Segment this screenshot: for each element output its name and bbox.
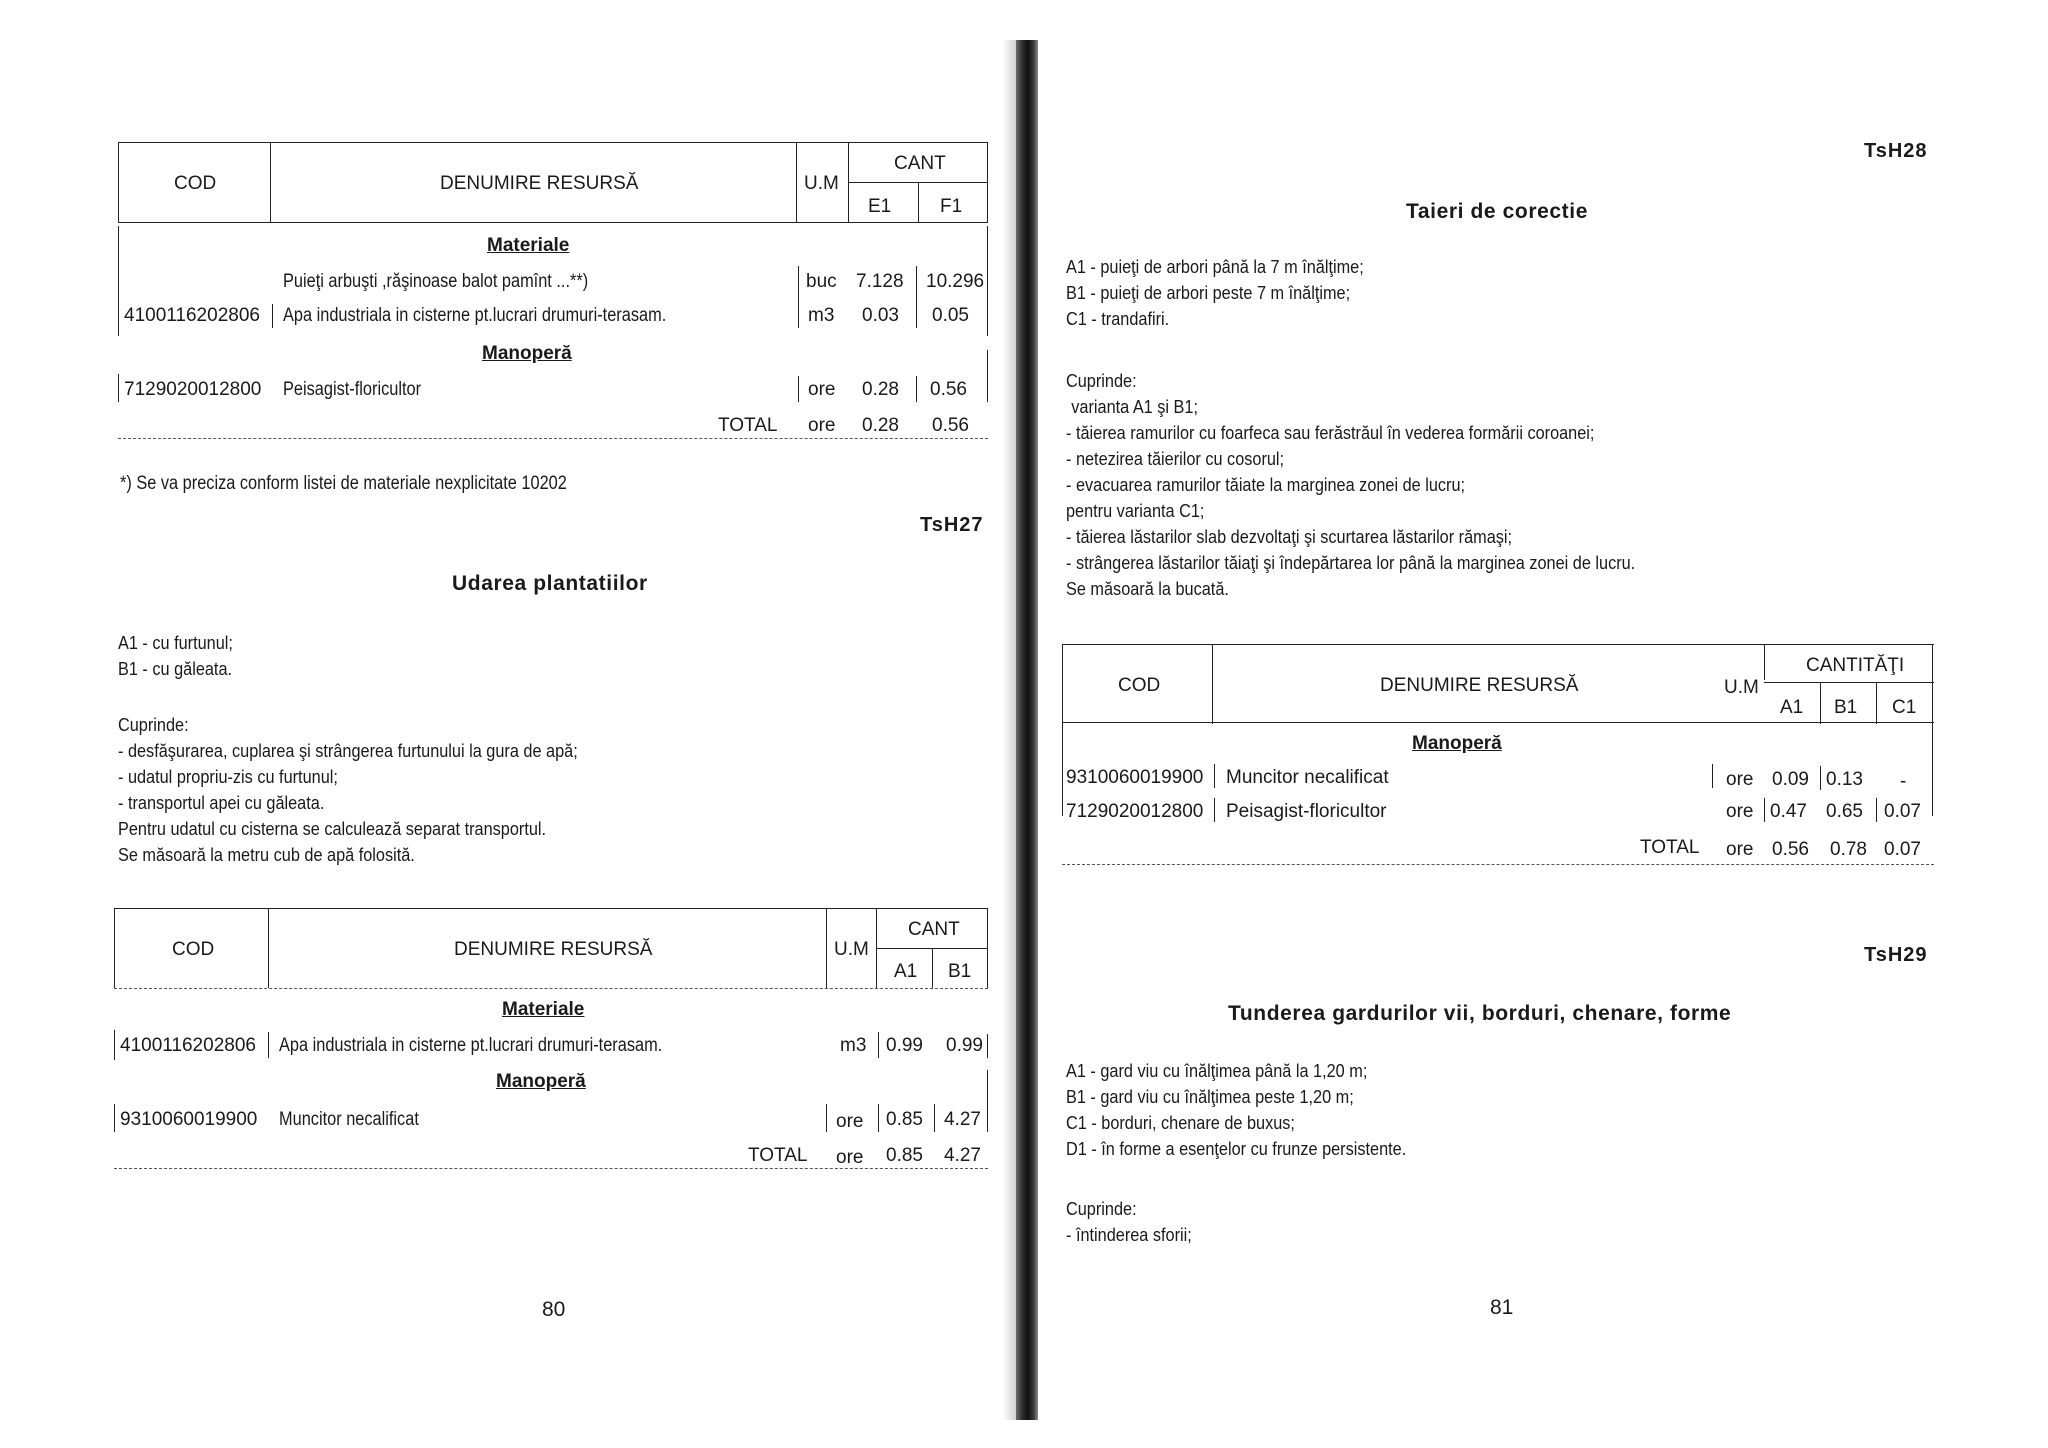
section-code: TsH28	[1864, 140, 1928, 162]
variants-list: A1 - puieţi de arbori până la 7 m înălţime; B1 - puieţi de arbori peste 7 m înălţime; C1 - trandafiri.	[1066, 256, 1364, 329]
col-header-um: U.M	[834, 939, 869, 960]
footnote: *) Se va preciza conform listei de materiale nexplicitate 10202	[120, 473, 567, 494]
col-header-b1: B1	[948, 961, 972, 982]
col-header-cod: COD	[172, 939, 215, 960]
variants-list-2: A1 - gard viu cu înălţimea până la 1,20 m; B1 - gard viu cu înălţimea peste 1,20 m; C1 - borduri, chenare de buxus; D1 - în forme a esenţelor cu frunze persistente.	[1066, 1060, 1407, 1159]
section-code: TsH27	[920, 514, 984, 536]
col-header-cod: COD	[174, 173, 217, 194]
col-header-denumire: DENUMIRE RESURSĂ	[440, 173, 639, 194]
col-header-cant: CANT	[894, 153, 946, 174]
section-manopera: Manoperă	[496, 1071, 586, 1092]
section-title-2: Tunderea gardurilor vii, borduri, chenare, forme	[1228, 1002, 1732, 1025]
book-gutter	[1016, 40, 1038, 1420]
section-manopera: Manoperă	[1412, 733, 1502, 754]
section-title: Udarea plantatiilor	[452, 572, 648, 595]
cuprinde-block-2: Cuprinde: - întinderea sforii;	[1066, 1198, 1192, 1245]
col-header-f1: F1	[940, 196, 963, 217]
gutter-shadow	[1002, 40, 1016, 1420]
section-materiale: Materiale	[487, 235, 570, 256]
col-header-denumire: DENUMIRE RESURSĂ	[454, 939, 653, 960]
col-header-denumire: DENUMIRE RESURSĂ	[1380, 675, 1579, 696]
section-title: Taieri de corectie	[1406, 200, 1588, 223]
page-number: 80	[542, 1298, 566, 1321]
page-number: 81	[1490, 1296, 1514, 1319]
col-header-cantitati: CANTITĂŢI	[1806, 655, 1905, 676]
col-header-b1: B1	[1834, 697, 1858, 718]
variants-list: A1 - cu furtunul; B1 - cu găleata.	[118, 632, 233, 679]
col-header-a1: A1	[894, 961, 918, 982]
col-header-um: U.M	[1724, 677, 1759, 698]
section-manopera: Manoperă	[482, 343, 572, 364]
section-code-2: TsH29	[1864, 944, 1928, 966]
col-header-cant: CANT	[908, 919, 960, 940]
section-materiale: Materiale	[502, 999, 585, 1020]
col-header-e1: E1	[868, 196, 892, 217]
col-header-cod: COD	[1118, 675, 1161, 696]
col-header-um: U.M	[804, 173, 839, 194]
col-header-c1: C1	[1892, 697, 1917, 718]
col-header-a1: A1	[1780, 697, 1804, 718]
cuprinde-block: Cuprinde: varianta A1 şi B1; - tăierea ramurilor cu foarfeca sau ferăstrăul în vederea formării coroanei; - netezirea tăierilor cu cosorul; - evacuarea ramurilor tăiate la marginea zonei de lucru; pentru varianta C1; - tăierea lăstarilor slab dezvoltaţi şi scurtarea lăstarilor rămaşi; - strângerea lăstarilor tăiaţi şi îndepărtarea lor până la marginea zonei de lucru. Se măsoară la bucată.	[1066, 370, 1636, 599]
cuprinde-block: Cuprinde: - desfăşurarea, cuplarea şi strângerea furtunului la gura de apă; - udatul propriu-zis cu furtunul; - transportul apei cu găleata. Pentru udatul cu cisterna se calculează separat transportul. Se măsoară la metru cub de apă folosită.	[118, 714, 578, 865]
